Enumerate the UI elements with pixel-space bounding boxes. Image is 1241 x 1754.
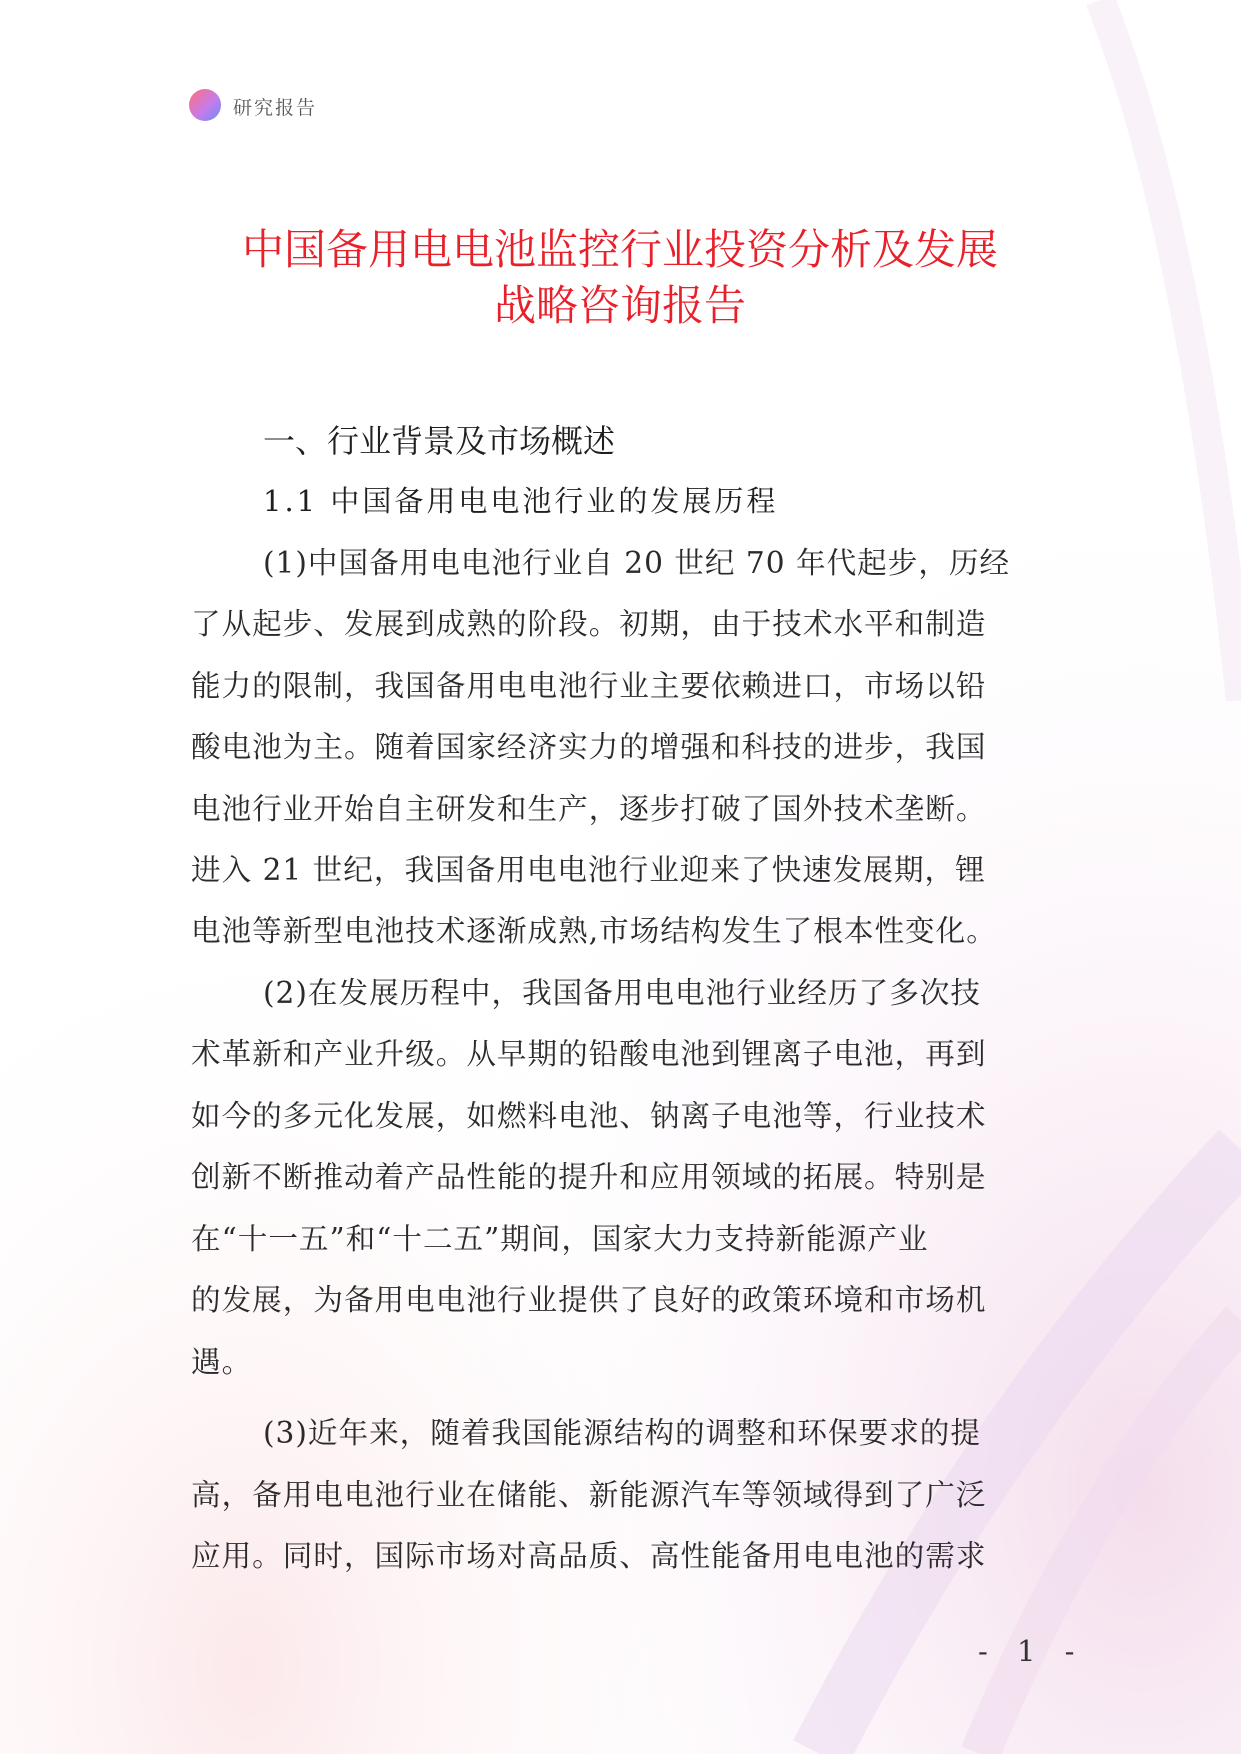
body-line: 进入 21 世纪，我国备用电电池行业迎来了快速发展期，锂	[191, 853, 986, 887]
body-line: 如今的多元化发展，如燃料电池、钠离子电池等，行业技术	[191, 1099, 987, 1133]
body-line: 术革新和产业升级。从早期的铅酸电池到锂离子电池，再到	[191, 1037, 987, 1071]
body-line: 电池行业开始自主研发和生产，逐步打破了国外技术垄断。	[191, 792, 987, 826]
body-line: 能力的限制，我国备用电电池行业主要依赖进口，市场以铅	[191, 669, 987, 703]
document-title-line-2: 战略咨询报告	[493, 281, 746, 330]
body-line: 电池等新型电池技术逐渐成熟,市场结构发生了根本性变化。	[191, 914, 997, 948]
body-line: (2)在发展历程中，我国备用电电池行业经历了多次技	[263, 976, 981, 1010]
section-heading: 一、行业背景及市场概述	[263, 422, 616, 460]
logo-circle-icon	[189, 89, 221, 121]
document-title-line-1: 中国备用电电池监控行业投资分析及发展	[241, 225, 998, 274]
body-line: (1)中国备用电电池行业自 20 世纪 70 年代起步，历经	[263, 546, 1011, 580]
sub-heading: 1.1 中国备用电电池行业的发展历程	[263, 484, 779, 518]
header-label: 研究报告	[233, 97, 318, 119]
body-line: 在“十一五”和“十二五”期间，国家大力支持新能源产业	[191, 1222, 929, 1256]
body-line: 遇。	[191, 1345, 253, 1379]
body-line: 酸电池为主。随着国家经济实力的增强和科技的进步，我国	[191, 730, 987, 764]
body-line: 了从起步、发展到成熟的阶段。初期，由于技术水平和制造	[191, 607, 987, 641]
page-number: - 1 -	[978, 1634, 1085, 1668]
body-line: (3)近年来，随着我国能源结构的调整和环保要求的提	[263, 1416, 981, 1450]
body-line: 应用。同时，国际市场对高品质、高性能备用电电池的需求	[191, 1539, 987, 1573]
body-line: 创新不断推动着产品性能的提升和应用领域的拓展。特别是	[191, 1160, 987, 1194]
body-line: 高，备用电电池行业在储能、新能源汽车等领域得到了广泛	[191, 1478, 987, 1512]
body-line: 的发展，为备用电电池行业提供了良好的政策环境和市场机	[191, 1283, 987, 1317]
